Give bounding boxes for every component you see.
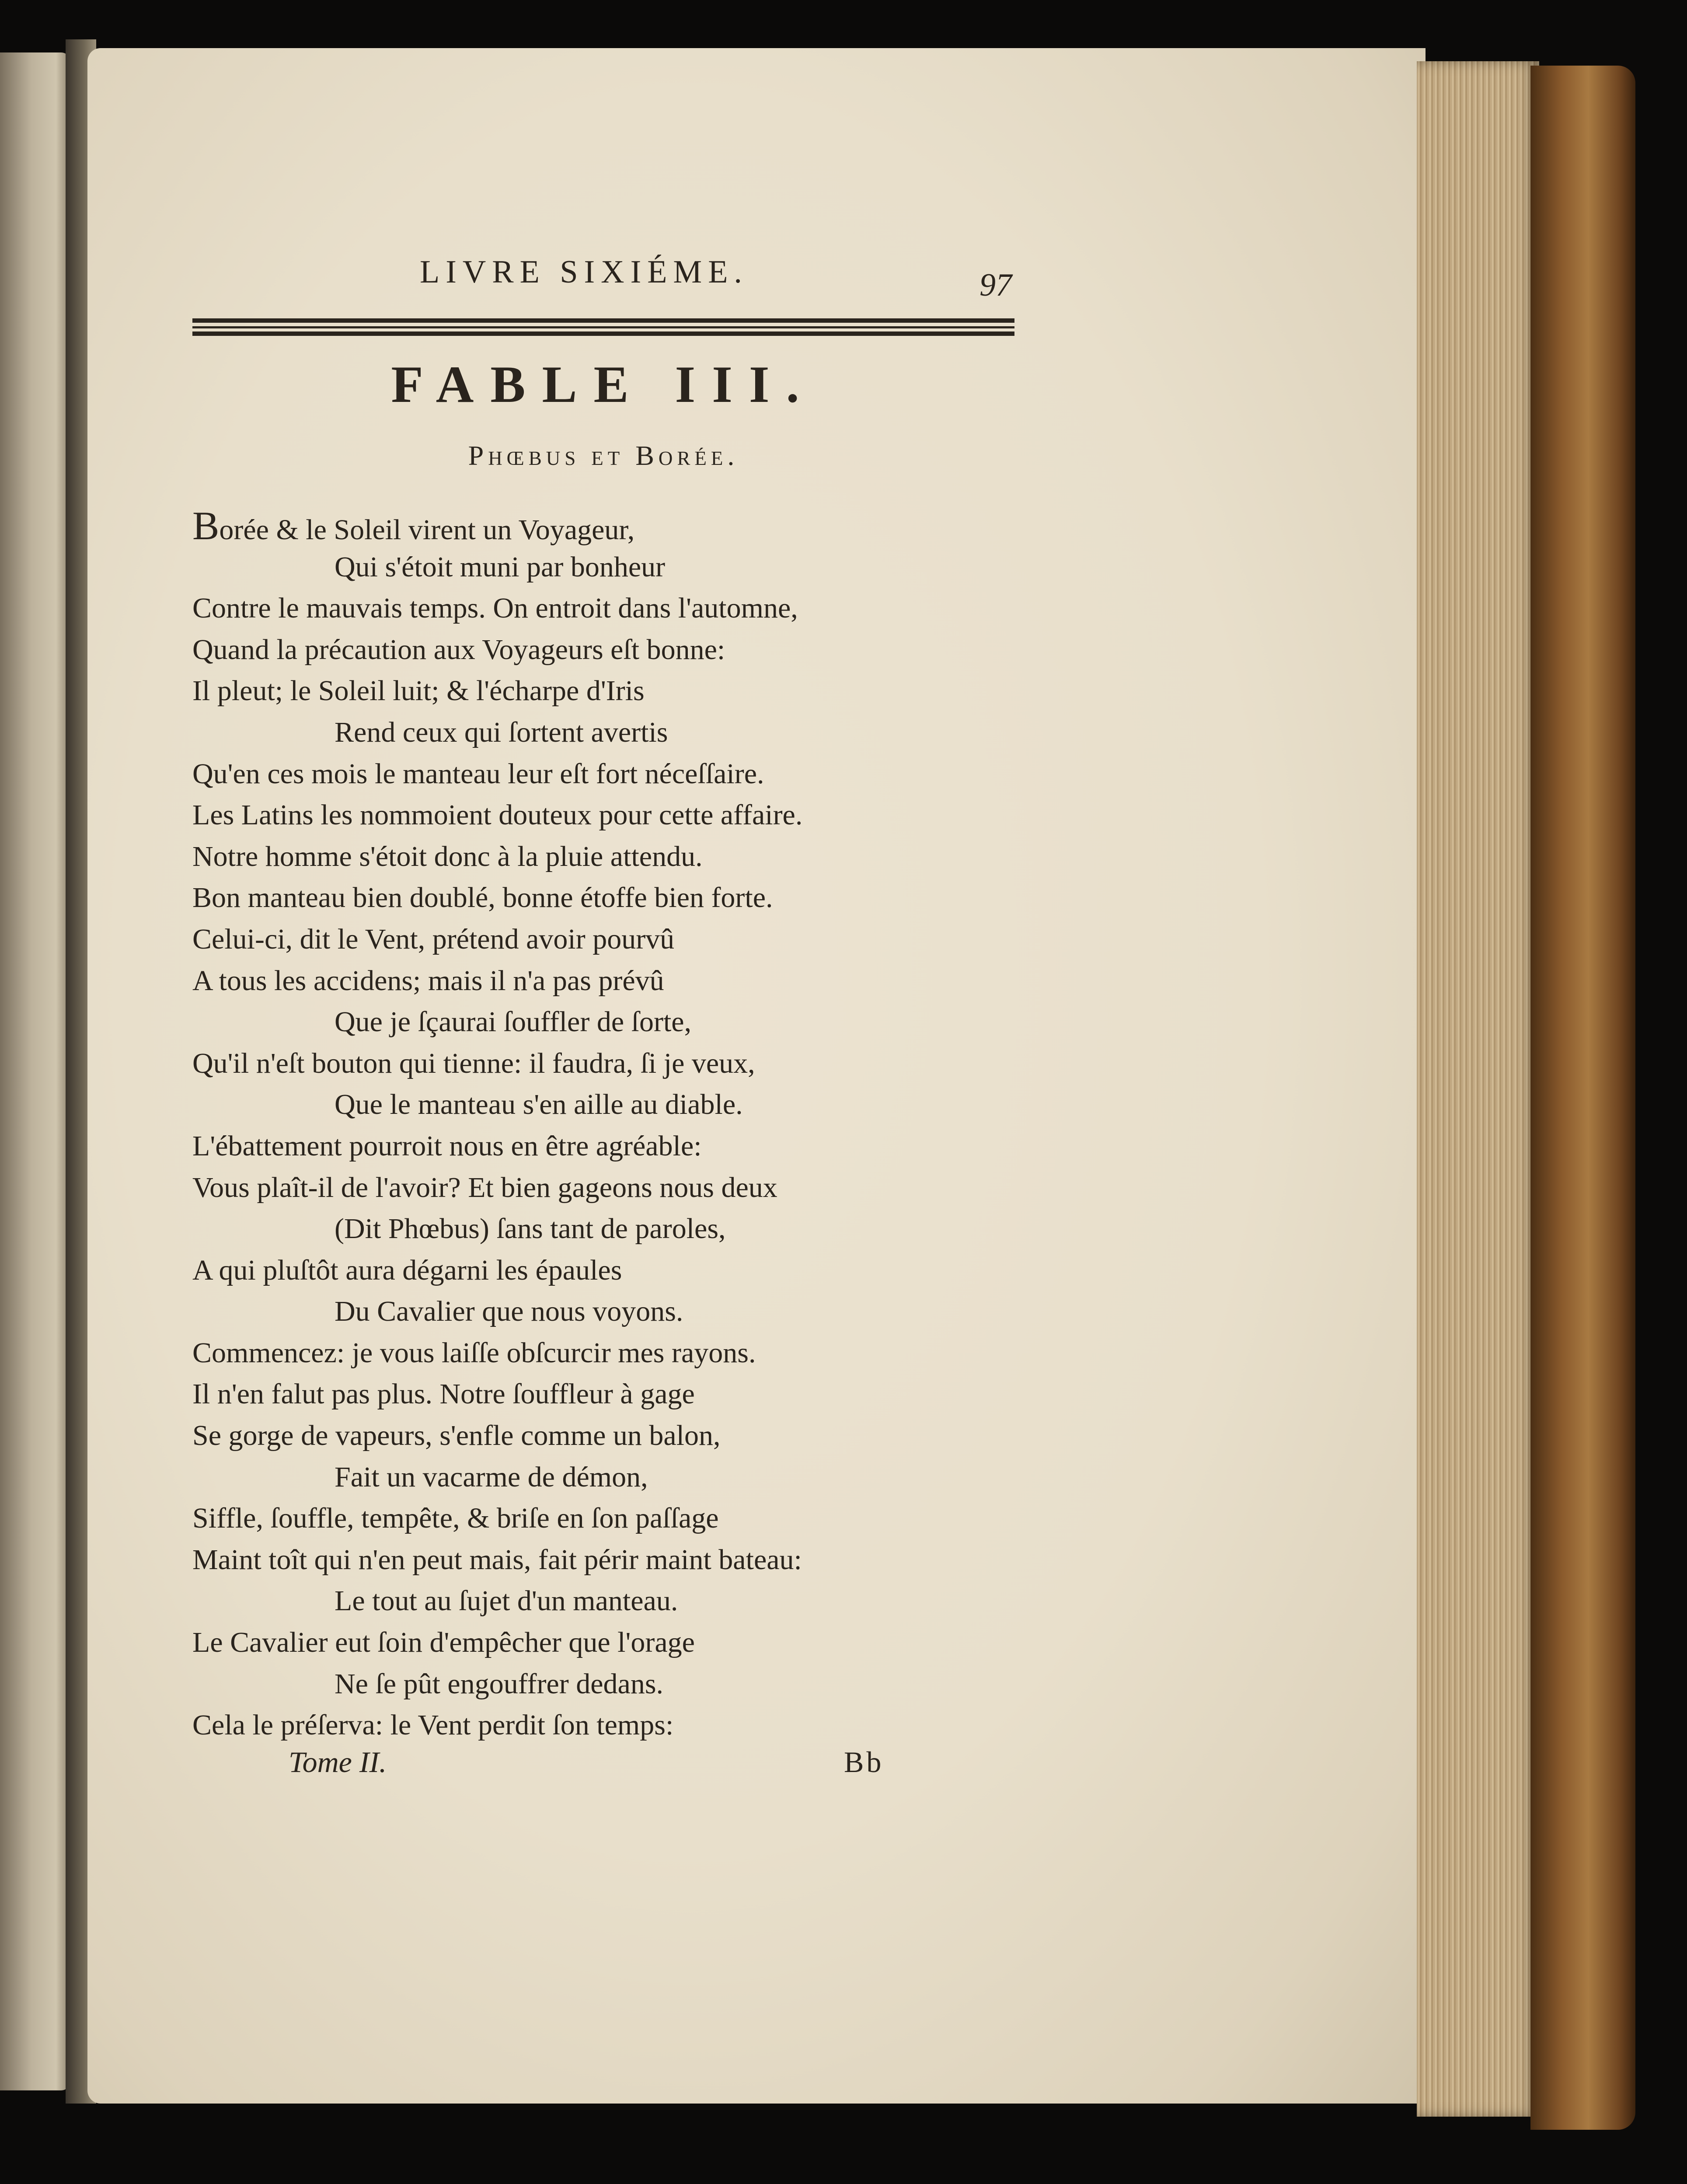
running-title: LIVRE SIXIÉME. [420, 254, 748, 290]
verse-line: Le Cavalier eut ſoin d'empêcher que l'orage [192, 1626, 695, 1659]
verse-line: Se gorge de vapeurs, s'enfle comme un balon, [192, 1420, 721, 1452]
verse-line: Du Cavalier que nous voyons. [335, 1295, 683, 1328]
verse-line: Il n'en falut pas plus. Notre ſouffleur à gage [192, 1378, 695, 1410]
verse-block [192, 505, 1023, 1746]
verse-line: Ne ſe pût engouffrer dedans. [335, 1668, 664, 1700]
verse-line: Rend ceux qui ſortent avertis [335, 716, 668, 748]
verse-line: Qu'il n'eſt bouton qui tienne: il faudra, ſi je veux, [192, 1047, 755, 1079]
verse-line: Siffle, ſouffle, tempête, & briſe en ſon paſſage [192, 1502, 719, 1535]
verse-line: Cela le préſerva: le Vent perdit ſon temps: [192, 1709, 674, 1741]
rule-line-top [192, 318, 1014, 323]
verse-line: Bon manteau bien doublé, bonne étoffe bien forte. [192, 882, 773, 914]
fable-title: FABLE III. [391, 355, 816, 413]
verse-line: A tous les accidens; mais il n'a pas prévû [192, 964, 664, 997]
verse-line: Notre homme s'étoit donc à la pluie attendu. [192, 840, 703, 872]
verse-line: A qui pluſtôt aura dégarni les épaules [192, 1254, 622, 1286]
verse-line: Il pleut; le Soleil luit; & l'écharpe d'Iris [192, 675, 645, 707]
volume-label: Tome II. [289, 1745, 387, 1779]
verse-line: Les Latins les nommoient douteux pour cette affaire. [192, 799, 803, 831]
verse-line: Qui s'étoit muni par bonheur [335, 551, 666, 583]
initial-capital: B [192, 503, 220, 548]
verse-line: Fait un vacarme de démon, [335, 1461, 648, 1493]
verse-line: Quand la précaution aux Voyageurs eſt bonne: [192, 633, 725, 666]
page-footer [192, 1745, 1023, 1793]
verse-line: Commencez: je vous laiſſe obſcurcir mes rayons. [192, 1336, 756, 1369]
rule-line-bottom [192, 331, 1014, 336]
running-header [192, 245, 1023, 303]
fable-subtitle: Phœbus et Borée. [468, 440, 739, 471]
rule-line-middle [192, 326, 1014, 328]
verse-line: L'ébattement pourroit nous en être agréable: [192, 1130, 702, 1162]
verse-line: Celui-ci, dit le Vent, prétend avoir pourvû [192, 923, 675, 955]
verse-line: Borée & le Soleil virent un Voyageur, [192, 503, 635, 548]
verse-line: Que le manteau s'en aille au diable. [335, 1089, 743, 1121]
verse-line: Maint toît qui n'en peut mais, fait périr maint bateau: [192, 1543, 802, 1576]
header-rule [192, 318, 1014, 336]
verse-line: Qu'en ces mois le manteau leur eſt fort néceſſaire. [192, 757, 764, 790]
verse-line: Contre le mauvais temps. On entroit dans l'automne, [192, 592, 798, 624]
verse-line: Que je ſçaurai ſouffler de ſorte, [335, 1006, 692, 1038]
verse-line: (Dit Phœbus) ſans tant de paroles, [335, 1213, 726, 1245]
page-number: 97 [979, 267, 1012, 303]
verse-line: Vous plaît-il de l'avoir? Et bien gageons nous deux [192, 1171, 777, 1204]
verse-line: Le tout au ſujet d'un manteau. [335, 1585, 678, 1617]
signature-mark: Bb [844, 1745, 884, 1779]
